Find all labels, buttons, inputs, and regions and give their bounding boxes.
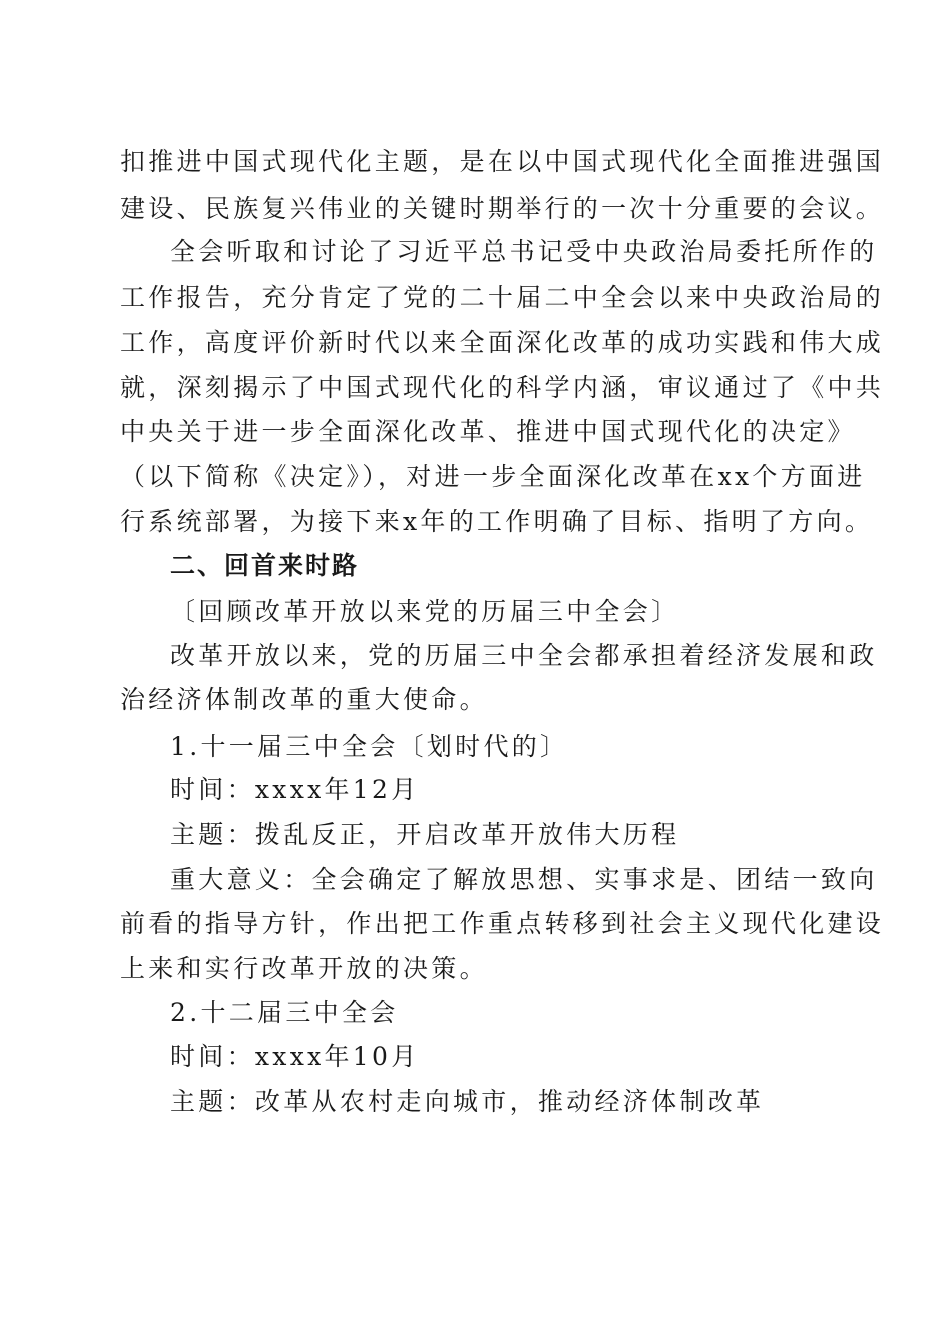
text-line: 就，深刻揭示了中国式现代化的科学内涵，审议通过了《中共 [120, 373, 885, 402]
text-line: 改革开放以来，党的历届三中全会都承担着经济发展和政 [170, 641, 878, 670]
item-theme: 主题：拨乱反正，开启改革开放伟大历程 [170, 820, 680, 849]
text-line: 治经济体制改革的重大使命。 [120, 685, 488, 714]
text-line: 中央关于进一步全面深化改革、推进中国式现代化的决定》 [120, 417, 856, 446]
text-line: 全会听取和讨论了习近平总书记受中央政治局委托所作的 [170, 237, 878, 266]
text-line: 扣推进中国式现代化主题，是在以中国式现代化全面推进强国 [120, 147, 885, 176]
text-line: 建设、民族复兴伟业的关键时期举行的一次十分重要的会议。 [120, 194, 885, 223]
text-line: 工作，高度评价新时代以来全面深化改革的成功实践和伟大成 [120, 328, 885, 357]
text-line: 工作报告，充分肯定了党的二十届二中全会以来中央政治局的 [120, 283, 885, 312]
text-line: 行系统部署，为接下来x年的工作明确了目标、指明了方向。 [120, 507, 874, 536]
item-time: 时间：xxxx年12月 [170, 775, 420, 804]
text-line: （以下简称《决定》），对进一步全面深化改革在xx个方面进 [120, 462, 866, 491]
section-subtitle: 〔回顾改革开放以来党的历届三中全会〕 [170, 597, 680, 626]
item-title: 1.十一届三中全会〔划时代的〕 [170, 732, 569, 761]
item-theme: 主题：改革从农村走向城市，推动经济体制改革 [170, 1087, 765, 1116]
item-time: 时间：xxxx年10月 [170, 1042, 420, 1071]
text-line: 上来和实行改革开放的决策。 [120, 954, 488, 983]
item-significance: 重大意义：全会确定了解放思想、实事求是、团结一致向 [170, 865, 878, 894]
item-title: 2.十二届三中全会 [170, 998, 399, 1027]
text-line: 前看的指导方针，作出把工作重点转移到社会主义现代化建设 [120, 909, 885, 938]
section-heading: 二、回首来时路 [170, 551, 360, 580]
